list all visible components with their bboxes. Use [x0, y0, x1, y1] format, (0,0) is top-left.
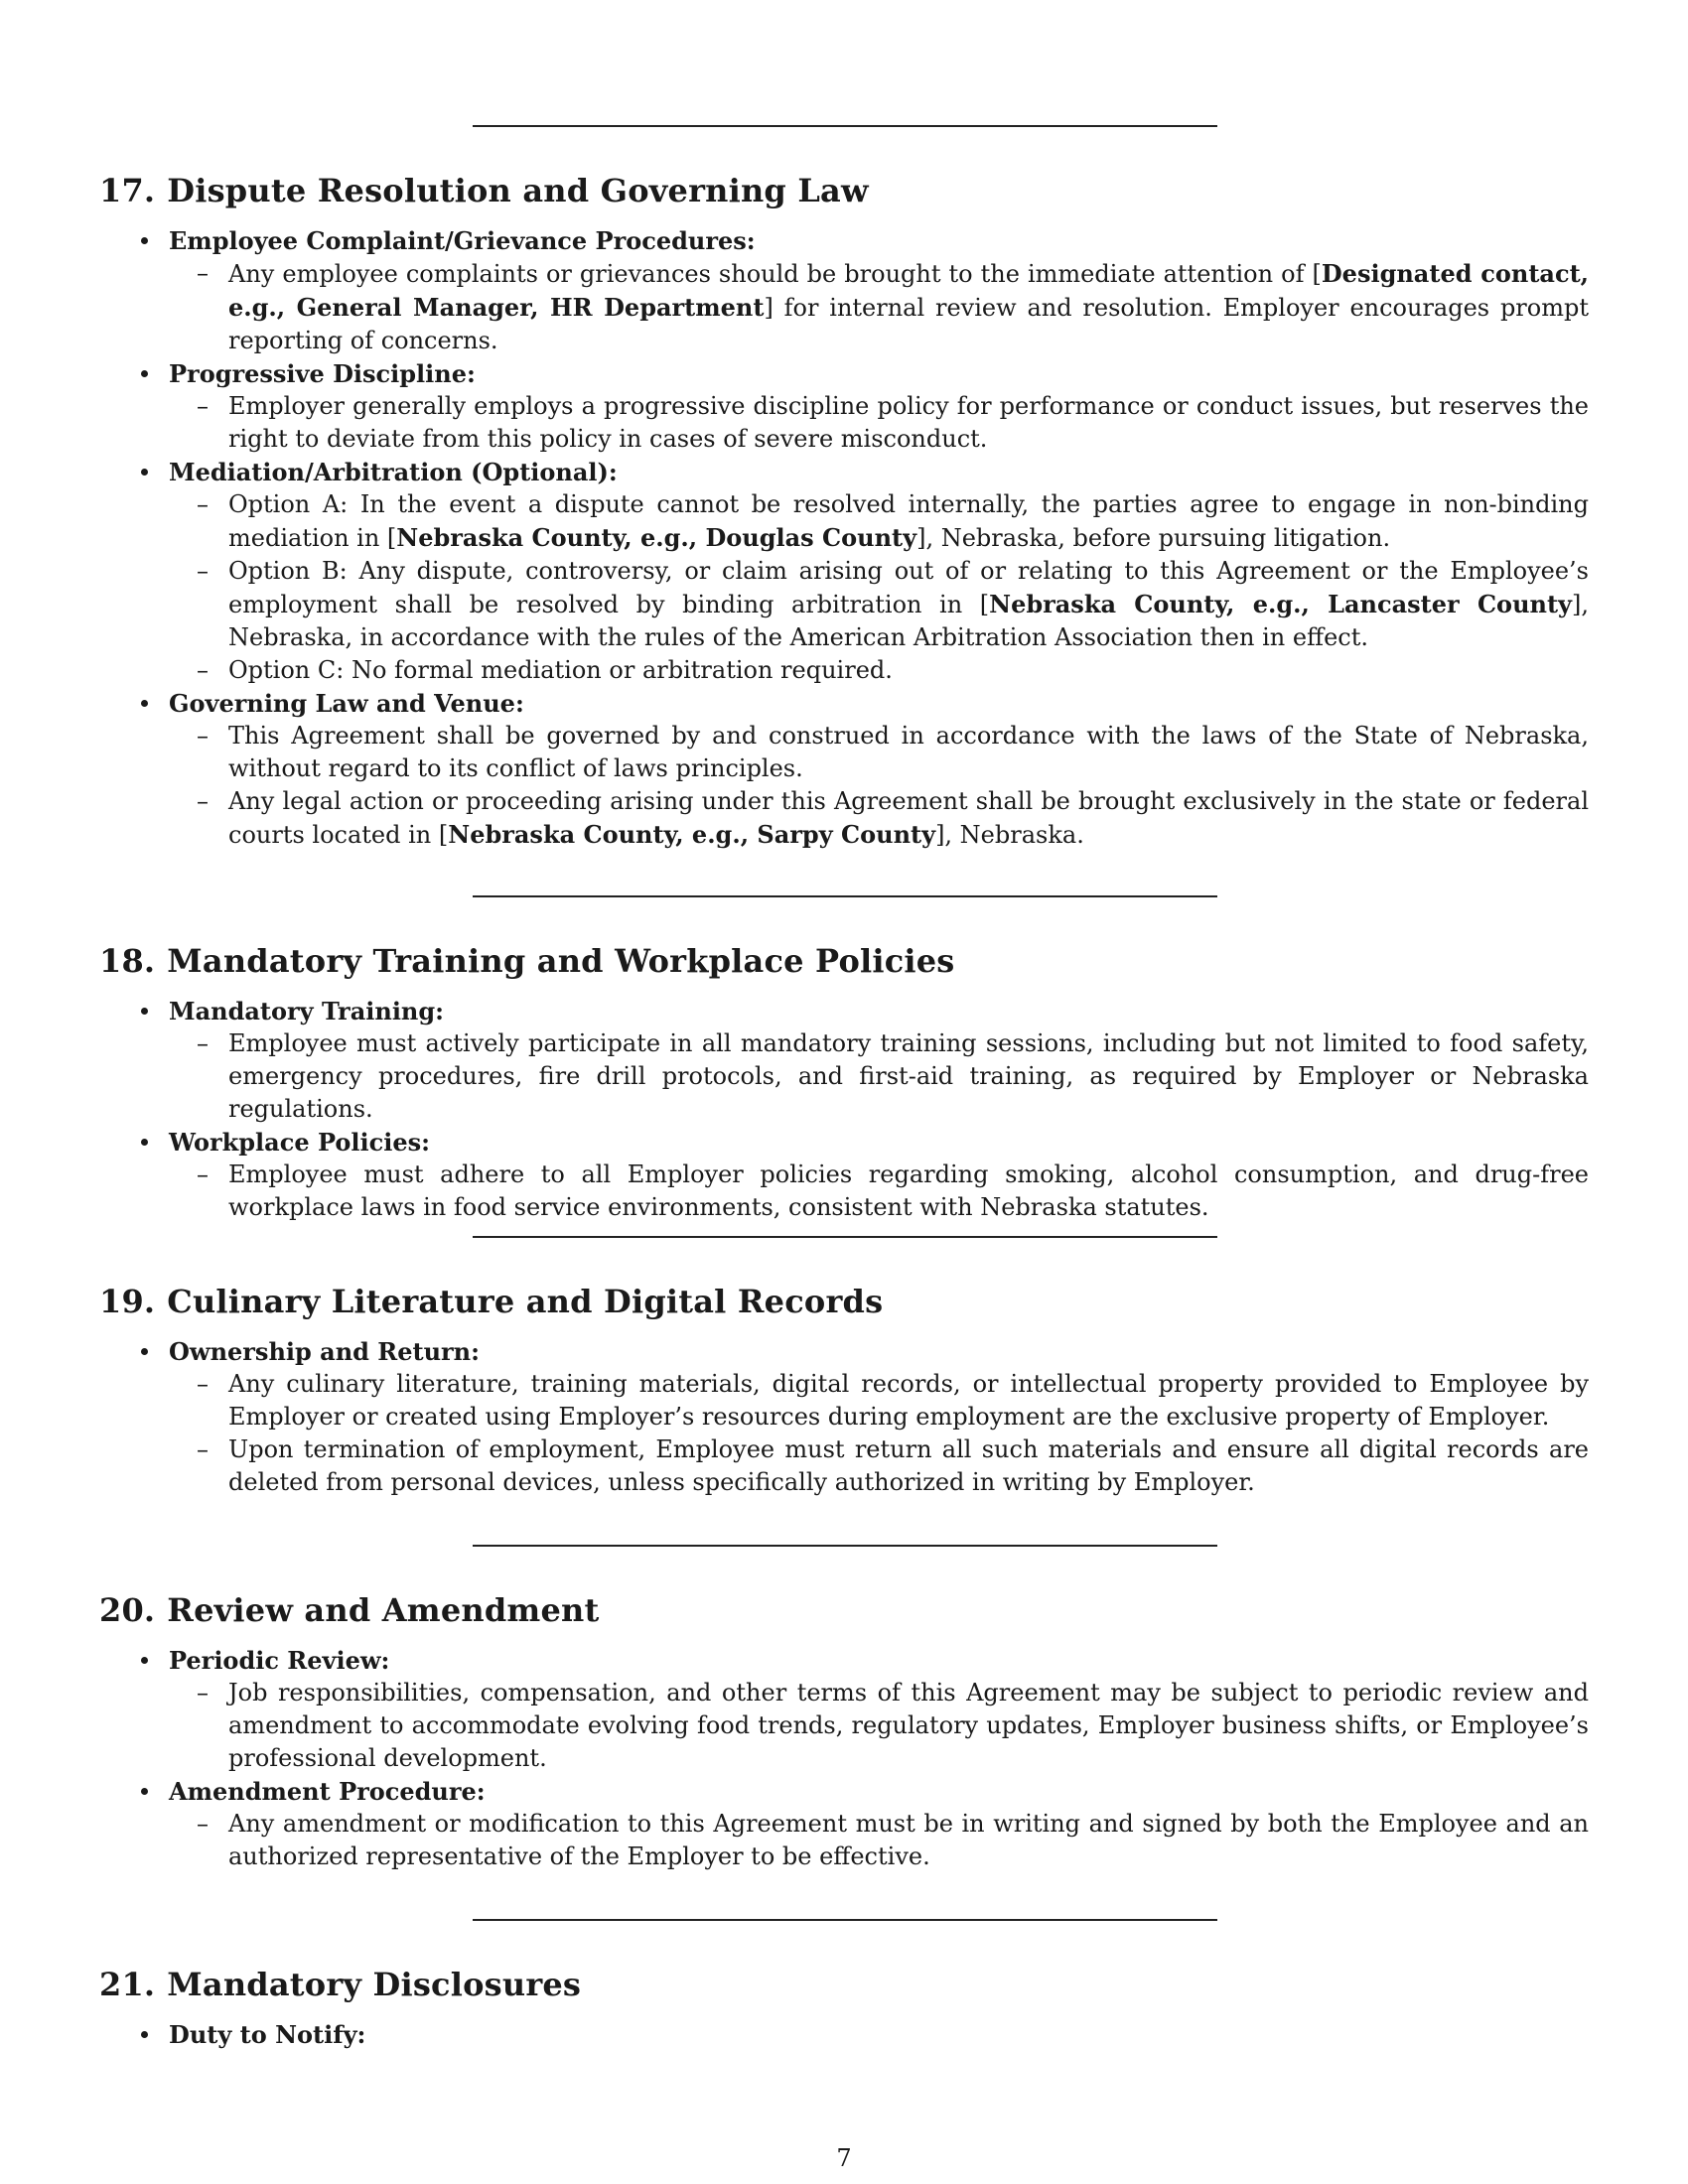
dash-icon: –	[197, 1435, 209, 1463]
dash-icon: –	[197, 1679, 209, 1706]
placeholder-text: Nebraska County, e.g., Lancaster County	[989, 590, 1572, 618]
section-number: 21.	[99, 1966, 156, 2003]
body-text: This Agreement shall be governed by and construed in accordance with the laws of the State of Nebraska, without regard to its conflict of laws principles.	[228, 722, 1589, 782]
section-19	[99, 1282, 1589, 1499]
sub-list-item	[169, 720, 1589, 785]
item-label: Periodic Review:	[169, 1646, 390, 1675]
placeholder-text: Nebraska County, e.g., Sarpy County	[448, 820, 936, 849]
list-item	[99, 224, 1589, 357]
horizontal-rule	[473, 895, 1217, 897]
section-heading	[99, 1965, 1589, 2004]
item-label: Governing Law and Venue:	[169, 689, 524, 718]
section-title: Mandatory Disclosures	[167, 1966, 582, 2003]
sub-list-item	[169, 1808, 1589, 1873]
bullet-icon	[141, 370, 148, 377]
section-number: 20.	[99, 1591, 156, 1629]
bullet-icon	[141, 1657, 148, 1664]
body-text: Option A: In the event a dispute cannot be resolved internally, the parties agree to engage in non-binding mediation in [	[228, 490, 1589, 552]
bullet-icon	[141, 1139, 148, 1146]
section-heading	[99, 1282, 1589, 1321]
sub-list-item	[169, 1433, 1589, 1499]
body-text: Any amendment or modification to this Agreement must be in writing and signed by both the Employee and an authorized representative of the Employer to be effective.	[228, 1810, 1589, 1870]
body-text: ], Nebraska.	[935, 821, 1084, 849]
list-item	[99, 1644, 1589, 1775]
item-label: Mediation/Arbitration (Optional):	[169, 458, 618, 486]
section-17	[99, 171, 1589, 852]
item-label: Duty to Notify:	[169, 2020, 366, 2049]
body-text: Any legal action or proceeding arising under this Agreement shall be brought exclusively in the state or federal courts located in [	[228, 787, 1589, 849]
bullet-list	[99, 2018, 1589, 2051]
horizontal-rule	[473, 1919, 1217, 1921]
list-item	[99, 357, 1589, 456]
bullet-icon	[141, 1348, 148, 1355]
body-text: Upon termination of employment, Employee must return all such materials and ensure all digital records are deleted from personal devices, unless specifically authorized in writing by Employer.	[228, 1435, 1589, 1496]
bullet-icon	[141, 1008, 148, 1015]
dash-icon: –	[197, 656, 209, 684]
horizontal-rule	[473, 1545, 1217, 1547]
list-item	[99, 1335, 1589, 1499]
body-text: Employer generally employs a progressive discipline policy for performance or conduct issues, but reserves the right to deviate from this policy in cases of severe misconduct.	[228, 392, 1589, 453]
bullet-icon	[141, 700, 148, 707]
body-text: Option C: No formal mediation or arbitration required.	[228, 656, 893, 684]
horizontal-rule	[473, 1236, 1217, 1238]
sub-list-item	[169, 654, 1589, 687]
section-number: 19.	[99, 1283, 156, 1320]
item-label: Employee Complaint/Grievance Procedures:	[169, 226, 756, 255]
body-text: Job responsibilities, compensation, and other terms of this Agreement may be subject to periodic review and amendment to accommodate evolving food trends, regulatory updates, Employer business shifts, or Employee’s professional development.	[228, 1679, 1589, 1772]
sub-list	[169, 1808, 1589, 1873]
section-title: Review and Amendment	[167, 1591, 600, 1629]
list-item	[99, 995, 1589, 1126]
list-item	[99, 687, 1589, 852]
sub-list	[169, 720, 1589, 852]
list-item	[99, 1775, 1589, 1873]
dash-icon: –	[197, 787, 209, 815]
list-item	[99, 2018, 1589, 2051]
body-text: Option B: Any dispute, controversy, or claim arising out of or relating to this Agreement or the Employee’s employment shall be resolved by binding arbitration in [	[228, 557, 1589, 618]
dash-icon: –	[197, 1029, 209, 1057]
bullet-list	[99, 1335, 1589, 1499]
section-title: Mandatory Training and Workplace Policies	[167, 942, 955, 980]
sub-list-item	[169, 1368, 1589, 1433]
dash-icon: –	[197, 557, 209, 585]
item-label: Progressive Discipline:	[169, 359, 476, 388]
bullet-list	[99, 1644, 1589, 1873]
sub-list	[169, 390, 1589, 456]
bullet-list	[99, 995, 1589, 1224]
bullet-icon	[141, 1788, 148, 1795]
bullet-icon	[141, 2031, 148, 2038]
sub-list-item	[169, 1159, 1589, 1224]
section-title: Dispute Resolution and Governing Law	[167, 172, 869, 209]
dash-icon: –	[197, 490, 209, 518]
section-heading	[99, 941, 1589, 981]
dash-icon: –	[197, 392, 209, 420]
sub-list	[169, 1677, 1589, 1775]
bullet-icon	[141, 237, 148, 244]
sub-list-item	[169, 1677, 1589, 1775]
section-number: 17.	[99, 172, 156, 209]
placeholder-text: Designated contact, e.g., General Manager, HR Department	[228, 259, 1590, 322]
page-number: 7	[836, 2144, 852, 2172]
bullet-icon	[141, 469, 148, 476]
body-text: Employee must actively participate in all mandatory training sessions, including but not limited to food safety, emergency procedures, fire drill protocols, and first-aid training, as required by Employer or Nebraska regulations.	[228, 1029, 1589, 1123]
dash-icon: –	[197, 1370, 209, 1398]
list-item	[99, 456, 1589, 687]
body-text: Any culinary literature, training materials, digital records, or intellectual property provided to Employee by Employer or created using Employer’s resources during employment are the exclusive property of Employer.	[228, 1370, 1589, 1431]
list-item	[99, 1126, 1589, 1224]
body-text: ] for internal review and resolution. Employer encourages prompt reporting of concerns.	[228, 294, 1589, 354]
section-18	[99, 941, 1589, 1224]
sub-list-item	[169, 488, 1589, 555]
sub-list-item	[169, 555, 1589, 654]
section-20	[99, 1590, 1589, 1873]
section-21	[99, 1965, 1589, 2051]
dash-icon: –	[197, 1160, 209, 1188]
sub-list	[169, 257, 1589, 357]
item-label: Ownership and Return:	[169, 1337, 480, 1366]
sub-list	[169, 1027, 1589, 1126]
section-heading	[99, 171, 1589, 210]
section-number: 18.	[99, 942, 156, 980]
sub-list-item	[169, 785, 1589, 852]
item-label: Mandatory Training:	[169, 997, 445, 1025]
sub-list-item	[169, 257, 1589, 357]
sub-list-item	[169, 390, 1589, 456]
section-title: Culinary Literature and Digital Records	[167, 1283, 884, 1320]
section-heading	[99, 1590, 1589, 1630]
body-text: ], Nebraska, before pursuing litigation.	[916, 524, 1391, 552]
item-label: Amendment Procedure:	[169, 1777, 486, 1806]
dash-icon: –	[197, 259, 209, 287]
body-text: Employee must adhere to all Employer policies regarding smoking, alcohol consumption, and drug-free workplace laws in food service environments, consistent with Nebraska statutes.	[228, 1160, 1589, 1221]
body-text: ], Nebraska, in accordance with the rules of the American Arbitration Association then in effect.	[228, 591, 1589, 651]
dash-icon: –	[197, 722, 209, 750]
sub-list	[169, 488, 1589, 687]
item-label: Workplace Policies:	[169, 1128, 430, 1157]
sub-list	[169, 1159, 1589, 1224]
placeholder-text: Nebraska County, e.g., Douglas County	[396, 523, 917, 552]
bullet-list	[99, 224, 1589, 852]
horizontal-rule	[473, 125, 1217, 127]
body-text: Any employee complaints or grievances should be brought to the immediate attention of [	[228, 260, 1322, 288]
sub-list-item	[169, 1027, 1589, 1126]
dash-icon: –	[197, 1810, 209, 1838]
sub-list	[169, 1368, 1589, 1499]
